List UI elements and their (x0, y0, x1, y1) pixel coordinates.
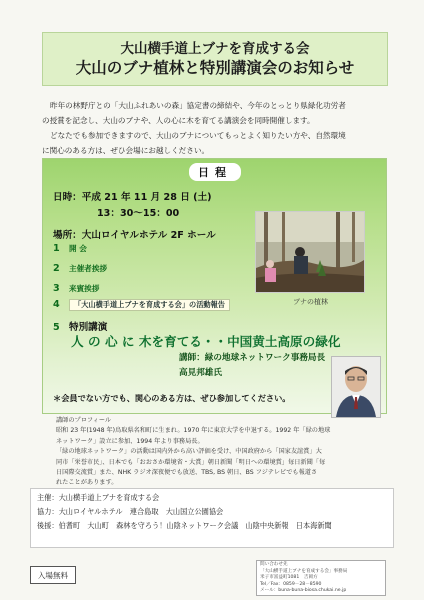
venue-row (53, 227, 216, 241)
program-item (53, 299, 230, 311)
schedule-heading: 日程 (189, 163, 241, 181)
contact-title: 問い合わせ先 (260, 562, 288, 567)
lecturer-affiliation: 講師：緑の地球ネットワーク事務局長 (179, 353, 326, 363)
free-admission-badge: 入場無料 (30, 566, 76, 584)
venue-name: 大山ロイヤルホテル 2F ホール (81, 230, 216, 241)
contact-phone: Tel／Fax：0859－28－8590 (260, 581, 322, 587)
item-number: 2 (53, 263, 60, 274)
event-title: 大山のブナ植林と特別講演会のお知らせ (75, 58, 355, 77)
forest-photo-illustration (256, 212, 364, 292)
contact-box (256, 560, 386, 596)
contact-org: 「大山横手道上ブナを育成する会」事務局 (260, 568, 348, 574)
program-item (53, 263, 107, 274)
item-text: 来賓挨拶 (69, 284, 100, 293)
event-date: 平成 21 年 11 月 28 日 (土) (81, 192, 212, 203)
profile-line: 「緑の地球ネットワーク」の活動は国内外から高い評価を受け、中国政府から「国家友誼賞」大 (56, 448, 322, 456)
cosponsor-line: 協力：大山ロイヤルホテル 連合島取 大山国立公園協会 (37, 507, 224, 516)
lecturer-portrait (331, 356, 381, 418)
profile-line: 昭和 23 年(1948 年)鳥取県名和町に生まれ。1970 年に東京大学を中退する。1992 年「緑の地球 (56, 427, 331, 435)
intro-line: 昨年の林野庁との「大山ふれあいの森」協定書の締結や、今年のとっとり県緑化功労者 (50, 101, 346, 110)
lecturer-profile (56, 416, 376, 489)
contact-address: 米子市富益町1081 吉岡方 (260, 575, 318, 581)
activity-report-box: 「大山横手道上ブナを育成する会」の活動報告 (69, 299, 230, 311)
lecture-label: 特別講演 (69, 322, 108, 333)
date-label: 日時： (53, 192, 82, 203)
photo-caption: ブナの植林 (293, 298, 328, 306)
portrait-illustration (332, 357, 380, 417)
item-number: 3 (53, 283, 60, 294)
program-item (53, 283, 99, 294)
profile-line: れたことがあります。 (56, 479, 118, 487)
contact-email: メール：buna-buna-biosa.chukai.ne.jp (260, 588, 347, 594)
lecture-title: 人 の 心 に 木を育てる・・中国黄土高原の緑化 (71, 334, 341, 349)
intro-line: の授賞を記念し、大山のブナや、人の心に木を育てる講演会を同時開催します。 (42, 116, 315, 125)
intro-line: どなたでも参加できますので、大山のブナについてもっとよく知りたい方や、自然環境 (50, 131, 346, 140)
profile-heading: 講師のプロフィール (56, 417, 112, 424)
item-text: 開 会 (69, 244, 87, 253)
program-item (53, 243, 87, 254)
title-banner (42, 32, 388, 86)
item-number: 1 (53, 243, 60, 254)
intro-line: に関心のある方は、ぜひ会場にお越しください。 (42, 146, 210, 155)
profile-line: 同市「栄誉市民」、日本でも「おおさか環境省・大賞」朝日新聞「明日への環境賞」毎日新聞「毎 (56, 458, 326, 466)
profile-line: ネットワーク」設立に参加、1994 年より事務局長。 (56, 437, 204, 445)
support-line: 後援：伯耆町 大山町 森林を守ろう！山陰ネットワーク会議 山陰中央新報 日本海新聞 (37, 521, 332, 530)
sponsors-box (30, 488, 394, 548)
event-time: 13：30～15：00 (97, 208, 180, 219)
beech-planting-photo (255, 211, 365, 293)
venue-label: 場所： (53, 230, 82, 241)
date-row (53, 189, 212, 203)
organizer-line: 主催：大山横手道上ブナを育成する会 (37, 493, 160, 502)
item-number: 4 (53, 299, 60, 310)
item-text: 主催者挨拶 (69, 264, 107, 273)
organization-title: 大山横手道上ブナを育成する会 (120, 40, 310, 57)
profile-line: 日国際交流賞」また、NHK ラジオ深夜便でも放送、TBS, BS 朝日、BS フジテレビでも報道さ (56, 469, 318, 477)
participation-notice: ＊会員でない方でも、関心のある方は、ぜひ参加してください。 (53, 393, 291, 403)
lecturer-name: 高見邦雄氏 (179, 368, 222, 378)
item-number: 5 (53, 322, 60, 333)
intro-text (42, 98, 392, 158)
